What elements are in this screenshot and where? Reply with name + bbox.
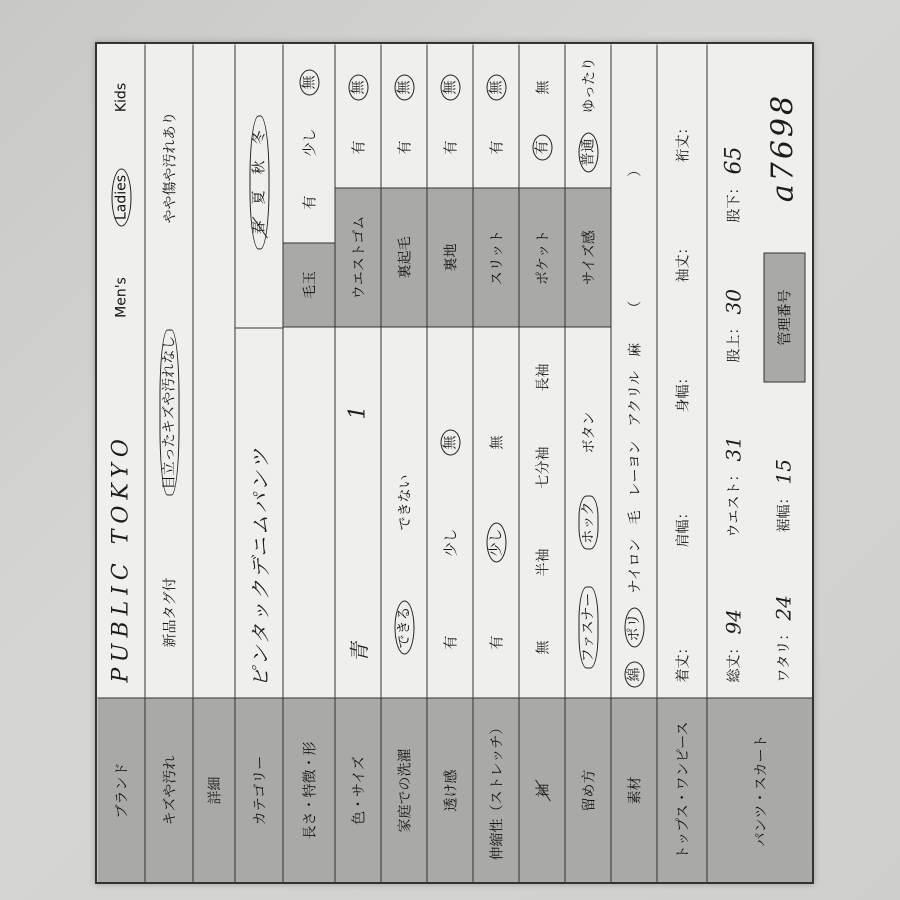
closure-hook: ホック: [578, 495, 598, 549]
label-pocket: ポケット: [519, 187, 564, 327]
damage-option-none: 目立ったキズや汚れなし: [159, 329, 179, 495]
brushed-lining-none: 無: [394, 74, 414, 100]
row-color: [335, 44, 381, 882]
material-poly: ポリ: [624, 607, 644, 647]
material-linen: 麻: [626, 342, 643, 357]
season-summer: 夏: [250, 190, 267, 204]
mgmt-value: a7698: [764, 92, 800, 202]
label-shape: 長さ・特徴・形: [283, 697, 334, 882]
waist-rubber-yes: 有: [350, 140, 367, 154]
material-other-close: ）: [626, 162, 643, 177]
tops-sleeve: 袖丈：: [674, 240, 691, 282]
pants-thigh-label: ワタリ：: [776, 626, 792, 682]
stretch-none: 無: [488, 435, 505, 449]
label-fit: サイズ感: [565, 187, 610, 327]
season-circle: [249, 115, 269, 249]
stretch-little: 少し: [486, 522, 506, 562]
label-sleeve: 袖: [532, 783, 552, 797]
material-wool: 毛: [626, 509, 643, 524]
category-value: ピンタックデニムパンツ: [235, 327, 282, 687]
label-pilling: 毛玉: [283, 242, 334, 327]
pants-hem-value: 15: [771, 458, 795, 484]
season-winter: 冬: [250, 130, 267, 144]
material-nylon: ナイロン: [626, 537, 643, 593]
label-sheer: 透け感: [427, 697, 472, 882]
label-brand: ブランド: [97, 697, 144, 882]
material-options: [611, 52, 656, 687]
row-category: [235, 44, 283, 882]
wash-can: できる: [394, 600, 414, 654]
material-acrylic: アクリル: [626, 370, 643, 426]
pants-total: [713, 552, 753, 682]
label-closure: 留め方: [565, 697, 610, 882]
row-detail: [193, 44, 235, 882]
size-value: 1: [345, 405, 370, 419]
pilling-little: 少し: [301, 128, 318, 156]
season-spring: 春: [250, 220, 267, 234]
label-slit: スリット: [473, 187, 518, 327]
pilling-yes: 有: [301, 195, 318, 209]
row-wash: [381, 44, 427, 882]
fit-normal: 普通: [578, 132, 598, 172]
label-wash: 家庭での洗濯: [381, 697, 426, 882]
pants-inseam: [713, 52, 753, 222]
pants-rise-label: 股上：: [726, 320, 742, 362]
label-material: 素材: [611, 697, 656, 882]
label-damage: キズや汚れ: [145, 697, 192, 882]
material-cotton: 綿: [624, 661, 644, 687]
mens-option: Men's: [112, 276, 129, 318]
pocket-yes: 有: [532, 134, 552, 160]
pilling-none: 無: [299, 69, 319, 95]
sleeve-none: 無: [534, 640, 551, 654]
damage-option-new-tag: 新品タグ付: [161, 577, 178, 647]
waist-rubber-none: 無: [348, 74, 368, 100]
tops-shoulder: 肩幅：: [674, 505, 691, 547]
label-waist-rubber: ウエストゴム: [335, 187, 380, 327]
kids-option: Kids: [112, 82, 129, 112]
slit-yes: 有: [488, 140, 505, 154]
pants-inseam-label: 股下：: [726, 180, 742, 222]
sleeve-three-quarter: 七分袖: [534, 446, 551, 488]
stretch-yes: 有: [488, 635, 505, 649]
lining-none: 無: [440, 74, 460, 100]
season-group: [235, 52, 282, 312]
sheer-none: 無: [440, 429, 460, 455]
pocket-none: 無: [534, 80, 551, 94]
closure-zipper: ファスナー: [578, 586, 598, 667]
row-brand: [97, 44, 145, 882]
row-shape: [283, 44, 335, 882]
wash-cannot: できない: [396, 474, 413, 530]
pants-hem-label: 裾幅：: [776, 490, 792, 532]
label-pants: パンツ・スカート: [707, 697, 812, 882]
row-sheer: [427, 44, 473, 882]
slit-none: 無: [486, 74, 506, 100]
season-autumn: 秋: [250, 160, 267, 174]
row-material: [611, 44, 657, 882]
pants-total-label: 総丈：: [726, 640, 742, 682]
row-closure: [565, 44, 611, 882]
label-detail: 詳細: [193, 697, 234, 882]
lining-yes: 有: [442, 140, 459, 154]
fit-loose: ゆったり: [580, 56, 597, 113]
row-pants: [707, 44, 812, 882]
row-tops: [657, 44, 707, 882]
pants-waist-label: ウエスト：: [726, 467, 742, 537]
pants-thigh-value: 24: [771, 594, 795, 621]
label-color: 色・サイズ: [335, 697, 380, 882]
pants-total-value: 94: [721, 608, 745, 634]
closure-button: ボタン: [580, 411, 597, 453]
sheer-little: 少し: [442, 528, 459, 556]
tops-length: 着丈：: [674, 640, 691, 682]
row-damage: [145, 44, 193, 882]
ladies-option: Ladies: [111, 168, 131, 225]
brushed-lining-yes: 有: [396, 140, 413, 154]
damage-option-some: やや傷や汚れあり: [161, 111, 178, 223]
row-sleeve: [519, 44, 565, 882]
label-category: カテゴリー: [235, 697, 282, 882]
pants-rise-value: 30: [721, 288, 745, 314]
label-lining: 裏地: [427, 187, 472, 327]
sleeve-long: 長袖: [534, 363, 551, 391]
material-other-open: （: [626, 300, 643, 315]
label-brushed-lining: 裏起毛: [381, 187, 426, 327]
label-tops: トップス・ワンピース: [657, 697, 706, 882]
sheer-yes: 有: [442, 635, 459, 649]
tops-yuki: 裄丈：: [674, 120, 691, 162]
pants-rise: [713, 232, 753, 362]
sleeve-short: 半袖: [534, 548, 551, 576]
tops-chest: 身幅：: [674, 370, 691, 412]
mgmt-label: 管理番号: [763, 252, 805, 382]
brand-value: PUBLIC TOKYO: [108, 432, 133, 682]
form-sheet: [95, 42, 814, 884]
product-form: [97, 44, 812, 882]
label-stretch: 伸縮性（ストレッチ）: [473, 697, 518, 882]
pants-waist-value: 31: [721, 435, 745, 461]
pants-inseam-value: 65: [720, 146, 746, 174]
pants-hem: [763, 392, 803, 532]
material-rayon: レーヨン: [626, 439, 643, 496]
pants-thigh: [763, 542, 803, 682]
row-stretch: [473, 44, 519, 882]
pants-waist: [713, 377, 753, 537]
color-value: 青: [347, 642, 371, 662]
